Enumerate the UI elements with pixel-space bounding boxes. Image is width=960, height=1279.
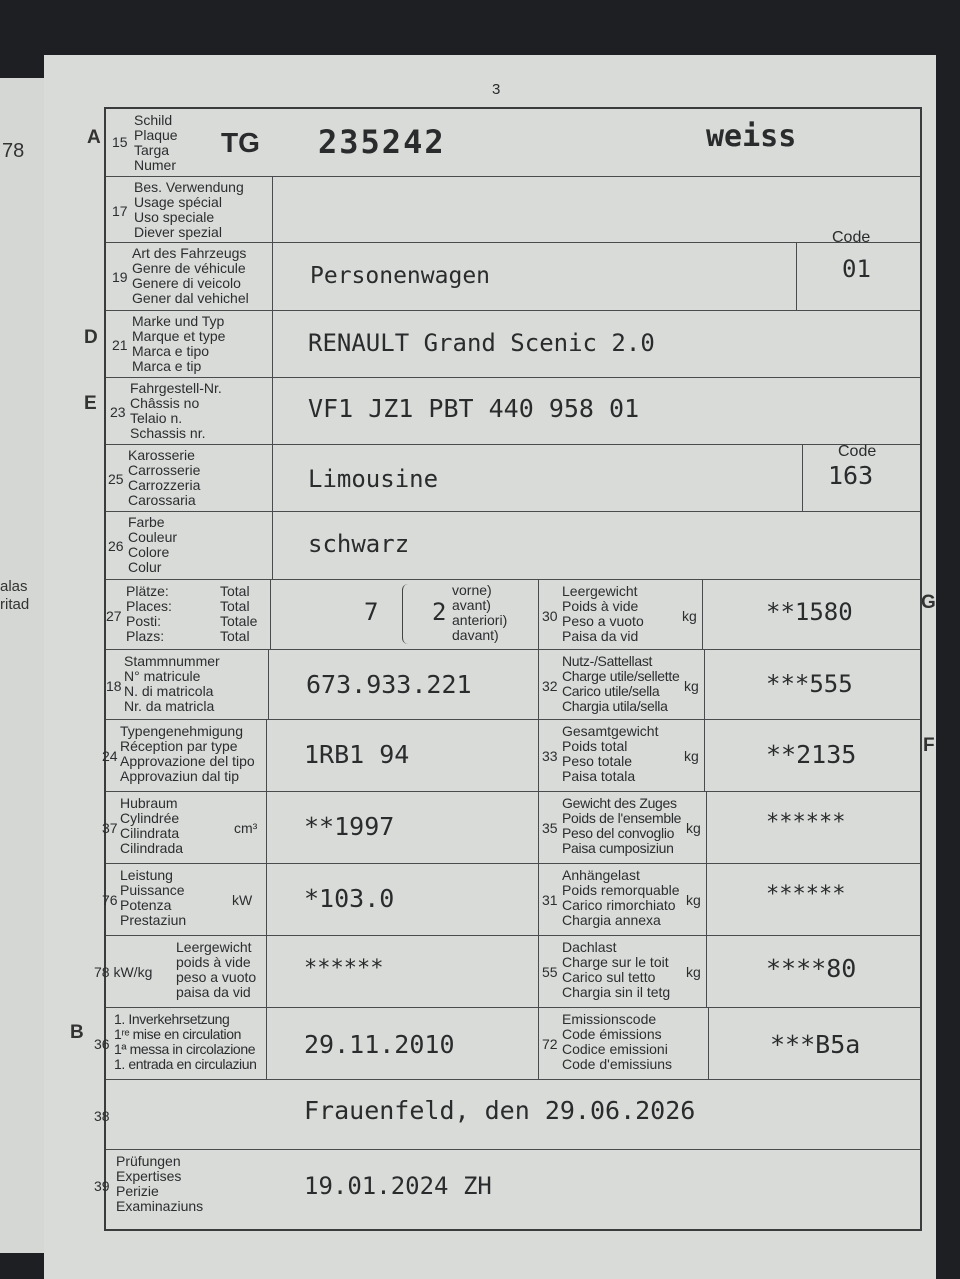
page-number: 3 (492, 81, 501, 98)
field-number: 17 (112, 203, 128, 219)
field-number: 21 (112, 337, 128, 353)
unit-label: cm³ (234, 820, 258, 836)
adjacent-page (0, 78, 46, 1253)
field-label: Fahrgestell-Nr. Châssis no Telaio n. Schassis nr. (130, 380, 222, 441)
row-power-towing (102, 863, 920, 935)
field-number: 76 (102, 892, 118, 908)
field-number: 37 (102, 820, 118, 836)
field-number: 72 (542, 1036, 558, 1052)
field-label: Typengenehmigung Réception par type Approvazione del tipo Approvaziun dal tip (120, 723, 255, 784)
plate-color: weiss (706, 119, 797, 154)
unit-label: kg (686, 892, 701, 908)
field-number: 27 (106, 608, 122, 624)
field-number: 35 (542, 820, 558, 836)
registration-form (94, 107, 922, 1231)
unit-label: kg (682, 608, 697, 624)
field-number: 55 (542, 964, 558, 980)
body-code: 163 (828, 461, 874, 490)
field-number: 19 (112, 269, 128, 285)
row-displacement-train-weight (102, 791, 920, 863)
first-registration-value: 29.11.2010 (304, 1030, 455, 1059)
emissions-code-value: ***B5a (770, 1030, 861, 1059)
power-value: *103.0 (304, 884, 395, 913)
inspection-value: 19.01.2024 ZH (304, 1172, 492, 1200)
code-label: Code (832, 229, 871, 246)
unit-label: kg (686, 964, 701, 980)
unit-label: kW (232, 892, 253, 908)
row-matriculation-payload (106, 649, 920, 719)
type-approval-value: 1RB1 94 (304, 740, 410, 769)
row-seats-empty-weight (106, 579, 920, 649)
matriculation-value: 673.933.221 (306, 670, 472, 699)
row-issue-place-date (94, 1079, 920, 1149)
field-label: Farbe Couleur Colore Colur (128, 514, 178, 575)
field-label-front: vorne) avant) anteriori) davant) (452, 582, 508, 643)
row-body (106, 444, 920, 511)
adjacent-page-text: ritad (0, 596, 30, 613)
displacement-value: **1997 (304, 812, 395, 841)
side-letter-e: E (84, 393, 97, 414)
vehicle-kind-code: 01 (842, 255, 871, 283)
roof-load-value: ****80 (766, 954, 857, 983)
seats-front: 2 (432, 598, 447, 626)
empty-weight-value: **1580 (766, 598, 853, 626)
canton-code: TG (221, 127, 260, 158)
side-letter-f: F (923, 735, 935, 756)
unit-label: kg (684, 748, 699, 764)
field-label: Prüfungen Expertises Perizie Examinaziuns (116, 1153, 204, 1214)
field-number: 32 (542, 678, 558, 694)
field-label: Bes. Verwendung Usage spécial Uso speciale Diever spezial (134, 179, 244, 240)
code-label: Code (838, 443, 877, 460)
row-power-ratio-roof-load (94, 935, 920, 1007)
row-make-type (106, 310, 920, 377)
field-label: Nutz-/Sattellast Charge utile/sellette Carico utile/sella Chargia utila/sella (562, 653, 680, 714)
chassis-number-value: VF1 JZ1 PBT 440 958 01 (308, 394, 640, 423)
make-type-value: RENAULT Grand Scenic 2.0 (308, 329, 655, 357)
field-label: Schild Plaque Targa Numer (134, 112, 178, 173)
row-color (106, 511, 920, 579)
issue-place-date-value: Frauenfeld, den 29.06.2026 (304, 1096, 696, 1125)
field-number: 36 (94, 1036, 110, 1052)
field-label: Karosserie Carrosserie Carrozzeria Carossaria (128, 447, 201, 508)
side-letter-d: D (84, 327, 98, 348)
body-value: Limousine (308, 465, 439, 493)
field-label: Leistung Puissance Potenza Prestaziun (120, 867, 187, 928)
field-number: 23 (110, 404, 126, 420)
field-number: 18 (106, 678, 122, 694)
field-label: Marke und Typ Marque et type Marca e tipo Marca e tip (132, 313, 226, 374)
field-number: 38 (94, 1108, 110, 1124)
row-special-use (106, 176, 920, 242)
seats-total: 7 (364, 598, 379, 626)
total-weight-value: **2135 (766, 740, 857, 769)
field-label: 1. Inverkehrsetzung 1ʳᵉ mise en circulation 1ª messa in circolazione 1. entrada en circulaziun (114, 1011, 257, 1072)
field-number: 26 (108, 538, 124, 554)
adjacent-page-text: alas (0, 578, 28, 595)
field-number: 25 (108, 471, 124, 487)
color-value: schwarz (308, 530, 410, 558)
registration-document-page (44, 55, 936, 1279)
plate-number: 235242 (318, 123, 446, 161)
field-label: Plätze: Places: Posti: Plazs: (126, 583, 172, 644)
field-number: 78 kW/kg (94, 964, 153, 980)
row-type-approval-total-weight (102, 719, 920, 791)
adjacent-page-text: 78 (2, 140, 25, 162)
field-label: Dachlast Charge sur le toit Carico sul tetto Chargia sin il tetg (562, 939, 671, 1000)
field-number: 30 (542, 608, 558, 624)
field-label: Anhängelast Poids remorquable Carico rimorchiato Chargia annexa (562, 867, 680, 928)
vehicle-kind-value: Personenwagen (310, 263, 491, 289)
towing-load-value: ****** (766, 882, 846, 907)
field-label-total: Total Total Totale Total (220, 583, 258, 644)
unit-label: kg (684, 678, 699, 694)
payload-value: ***555 (766, 670, 853, 698)
train-weight-value: ****** (766, 810, 846, 835)
field-number: 31 (542, 892, 558, 908)
row-inspections (94, 1149, 920, 1233)
field-label: Gewicht des Zuges Poids de l'ensemble Peso del convoglio Paisa cumposiziun (562, 795, 682, 856)
field-label: Leergewicht poids à vide peso a vuoto paisa da vid (176, 939, 257, 1000)
unit-label: kg (686, 820, 701, 836)
side-letter-a: A (87, 127, 101, 148)
side-letter-b: B (70, 1022, 84, 1043)
power-ratio-value: ****** (304, 956, 384, 981)
row-plate (106, 109, 920, 176)
field-label: Emissionscode Code émissions Codice emissioni Code d'emissiuns (562, 1011, 673, 1072)
field-number: 33 (542, 748, 558, 764)
field-label: Stammnummer N° matricule N. di matricola Nr. da matricla (124, 653, 220, 714)
side-letter-g: G (921, 592, 936, 613)
field-label: Hubraum Cylindrée Cilindrata Cilindrada (120, 795, 184, 856)
row-chassis (106, 377, 920, 444)
row-first-registration-emissions (94, 1007, 920, 1079)
field-number: 15 (112, 134, 128, 150)
field-label: Art des Fahrzeugs Genre de véhicule Genere di veicolo Gener dal vehichel (132, 245, 249, 306)
field-label: Gesamtgewicht Poids total Peso totale Paisa totala (562, 723, 659, 784)
field-number: 39 (94, 1178, 110, 1194)
field-number: 24 (102, 748, 118, 764)
row-vehicle-kind (106, 229, 920, 310)
field-label: Leergewicht Poids à vide Peso a vuoto Paisa da vid (562, 583, 644, 644)
